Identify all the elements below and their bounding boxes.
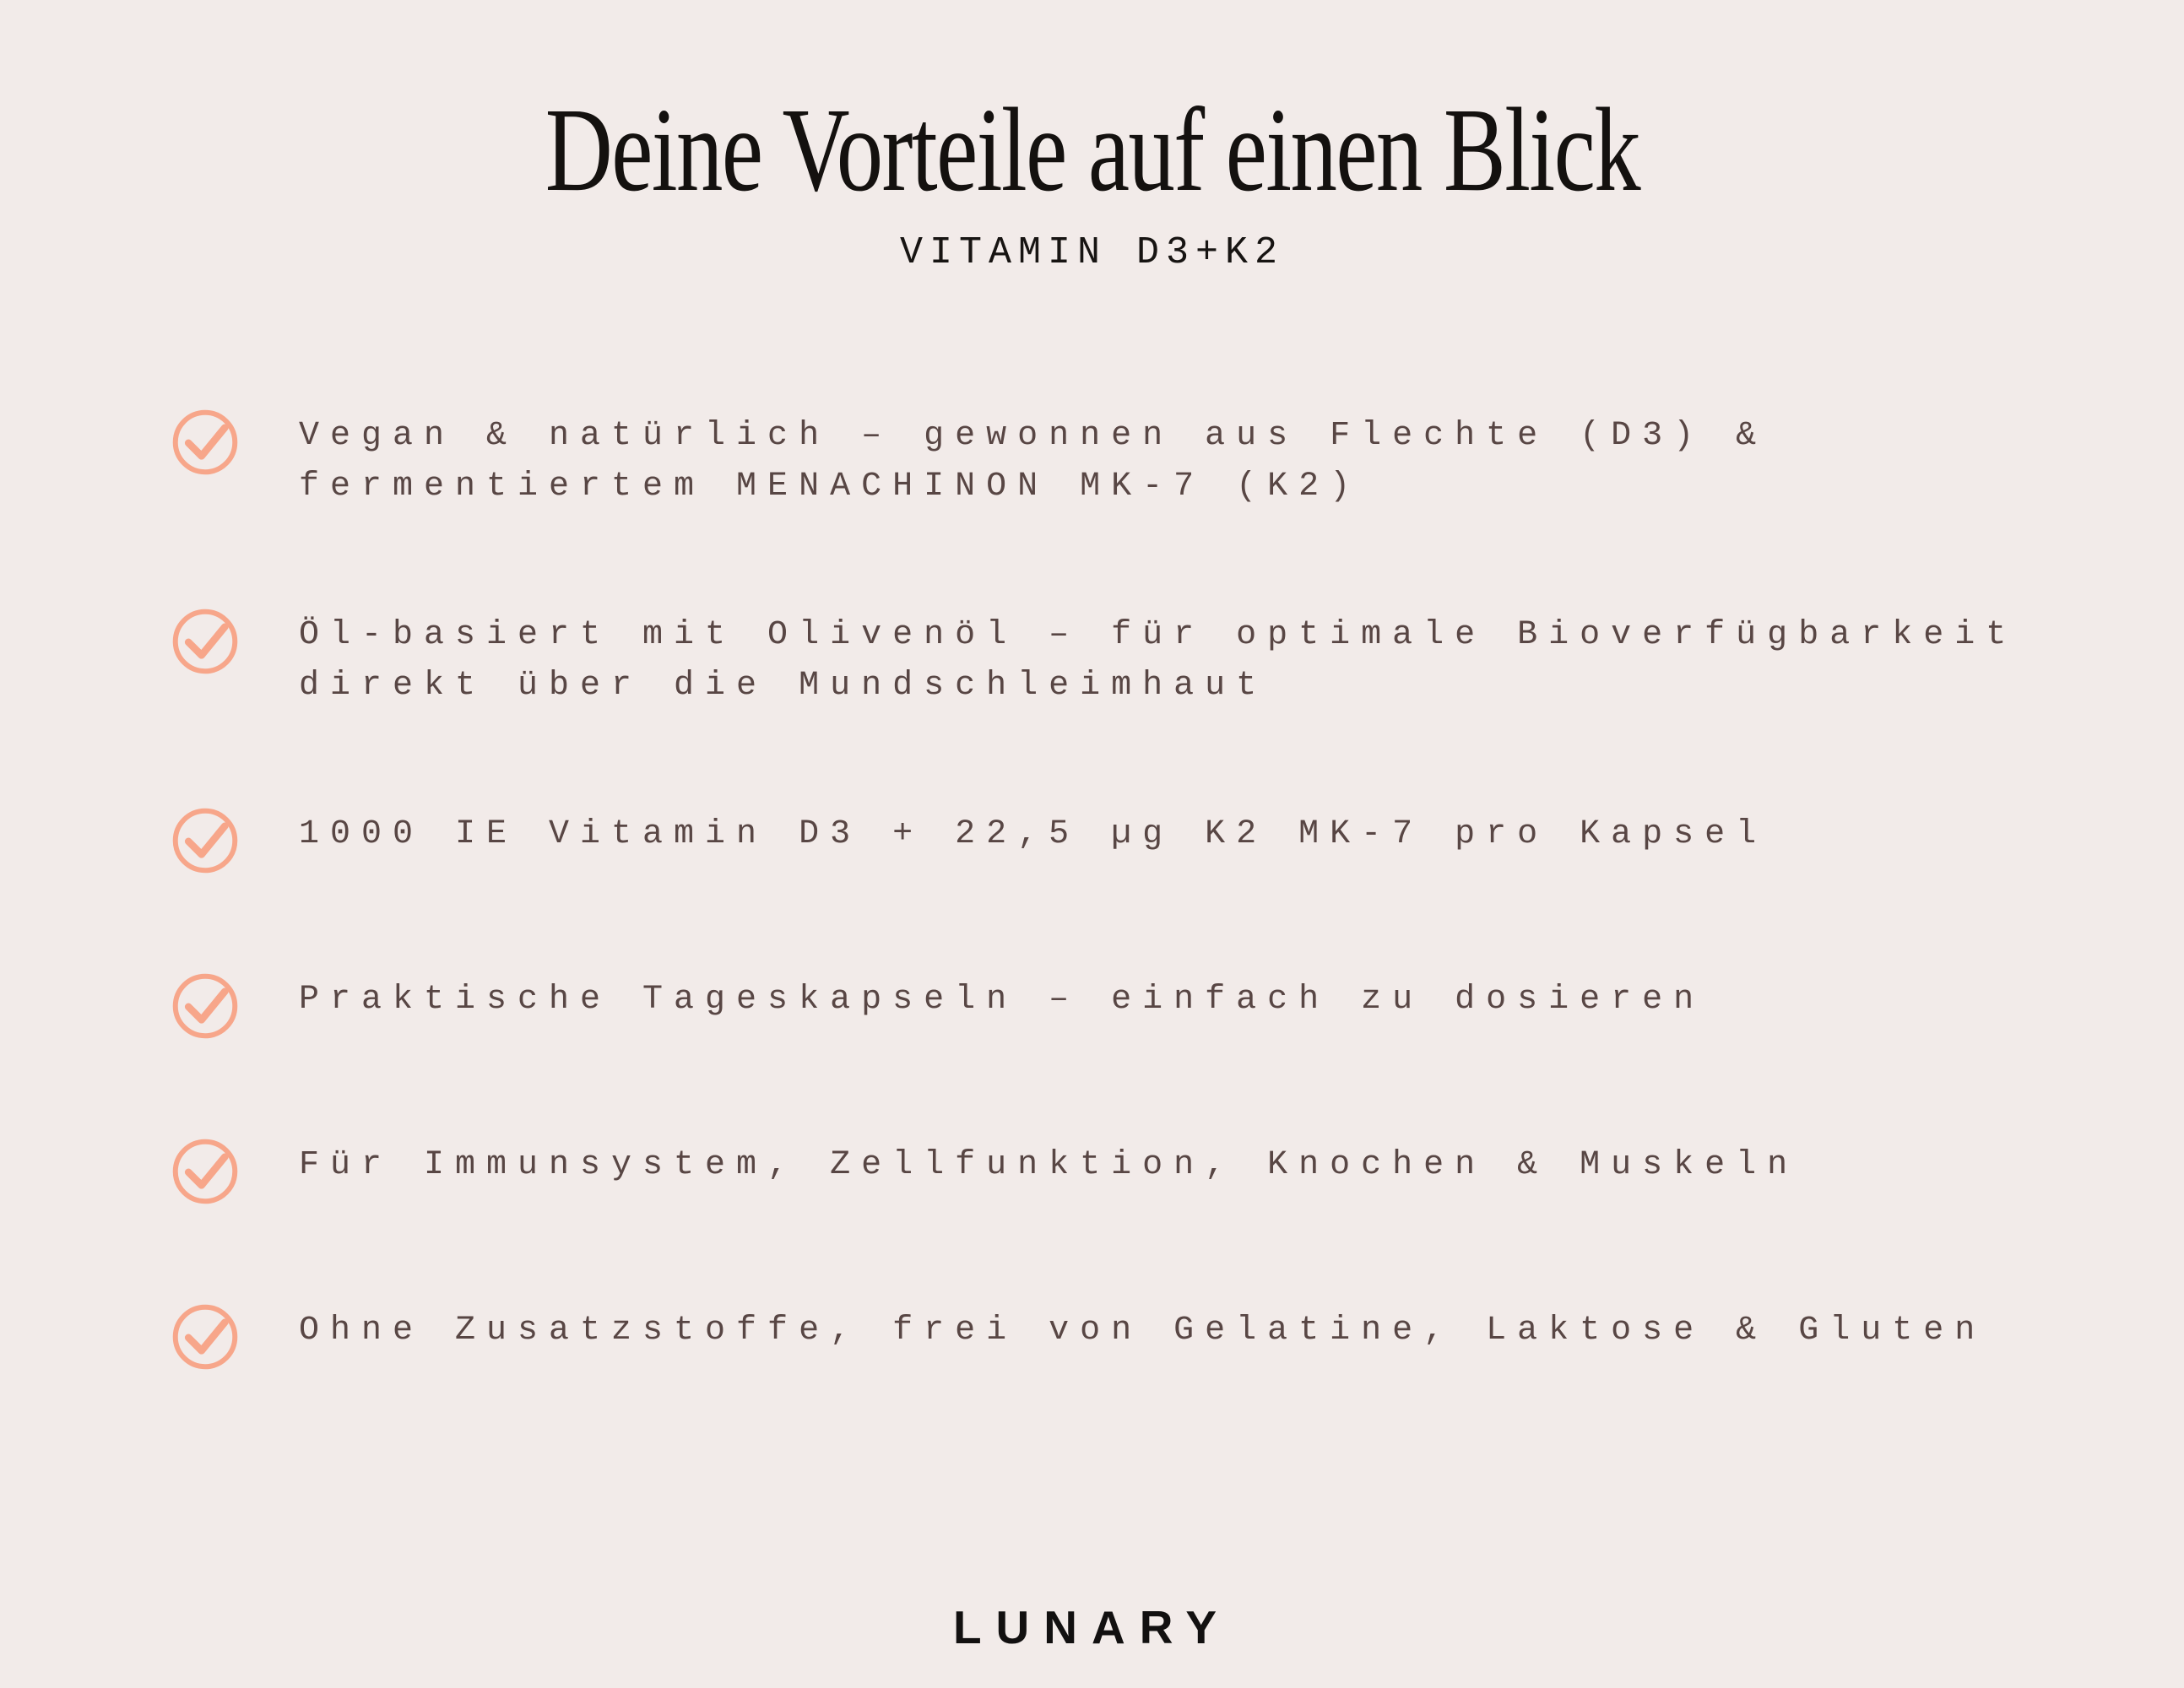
benefit-line: Praktische Tageskapseln – einfach zu dosieren bbox=[299, 981, 1705, 1019]
benefit-text bbox=[299, 975, 1704, 1025]
benefit-text bbox=[299, 809, 1767, 860]
benefit-line: Für Immunsystem, Zellfunktion, Knochen & Muskeln bbox=[299, 1146, 1799, 1184]
check-circle-icon bbox=[169, 970, 241, 1042]
list-item bbox=[169, 411, 2108, 512]
benefit-text bbox=[299, 411, 1767, 512]
brand-logo: LUNARY bbox=[952, 1601, 1232, 1653]
list-item bbox=[169, 975, 2108, 1042]
page-title bbox=[0, 0, 2184, 216]
check-circle-icon bbox=[169, 1301, 241, 1373]
check-circle-icon bbox=[169, 804, 241, 877]
list-item bbox=[169, 1306, 2108, 1373]
benefit-line: direkt über die Mundschleimhaut bbox=[299, 667, 1268, 705]
list-item bbox=[169, 610, 2108, 711]
check-circle-icon bbox=[169, 1135, 241, 1208]
benefit-line: fermentiertem MENACHINON MK-7 (K2) bbox=[299, 468, 1362, 506]
benefits-list bbox=[0, 274, 2184, 1373]
benefit-line: Öl-basiert mit Olivenöl – für optimale Bioverfügbarkeit bbox=[299, 616, 2018, 654]
header bbox=[0, 0, 2184, 274]
check-circle-icon bbox=[169, 605, 241, 678]
list-item bbox=[169, 809, 2108, 877]
benefit-line: Vegan & natürlich – gewonnen aus Flechte (D3) & bbox=[299, 417, 1768, 455]
page-subtitle: VITAMIN D3+K2 bbox=[899, 231, 1285, 274]
benefit-text bbox=[299, 610, 2017, 711]
benefit-text bbox=[299, 1140, 1798, 1191]
benefit-line: 1000 IE Vitamin D3 + 22,5 µg K2 MK-7 pro Kapsel bbox=[299, 815, 1768, 853]
list-item bbox=[169, 1140, 2108, 1208]
benefit-text bbox=[299, 1306, 1986, 1356]
benefit-line: Ohne Zusatzstoffe, frei von Gelatine, Laktose & Gluten bbox=[299, 1312, 1986, 1350]
page-title-text: Deine Vorteile auf einen Blick bbox=[545, 83, 1639, 216]
check-circle-icon bbox=[169, 406, 241, 479]
